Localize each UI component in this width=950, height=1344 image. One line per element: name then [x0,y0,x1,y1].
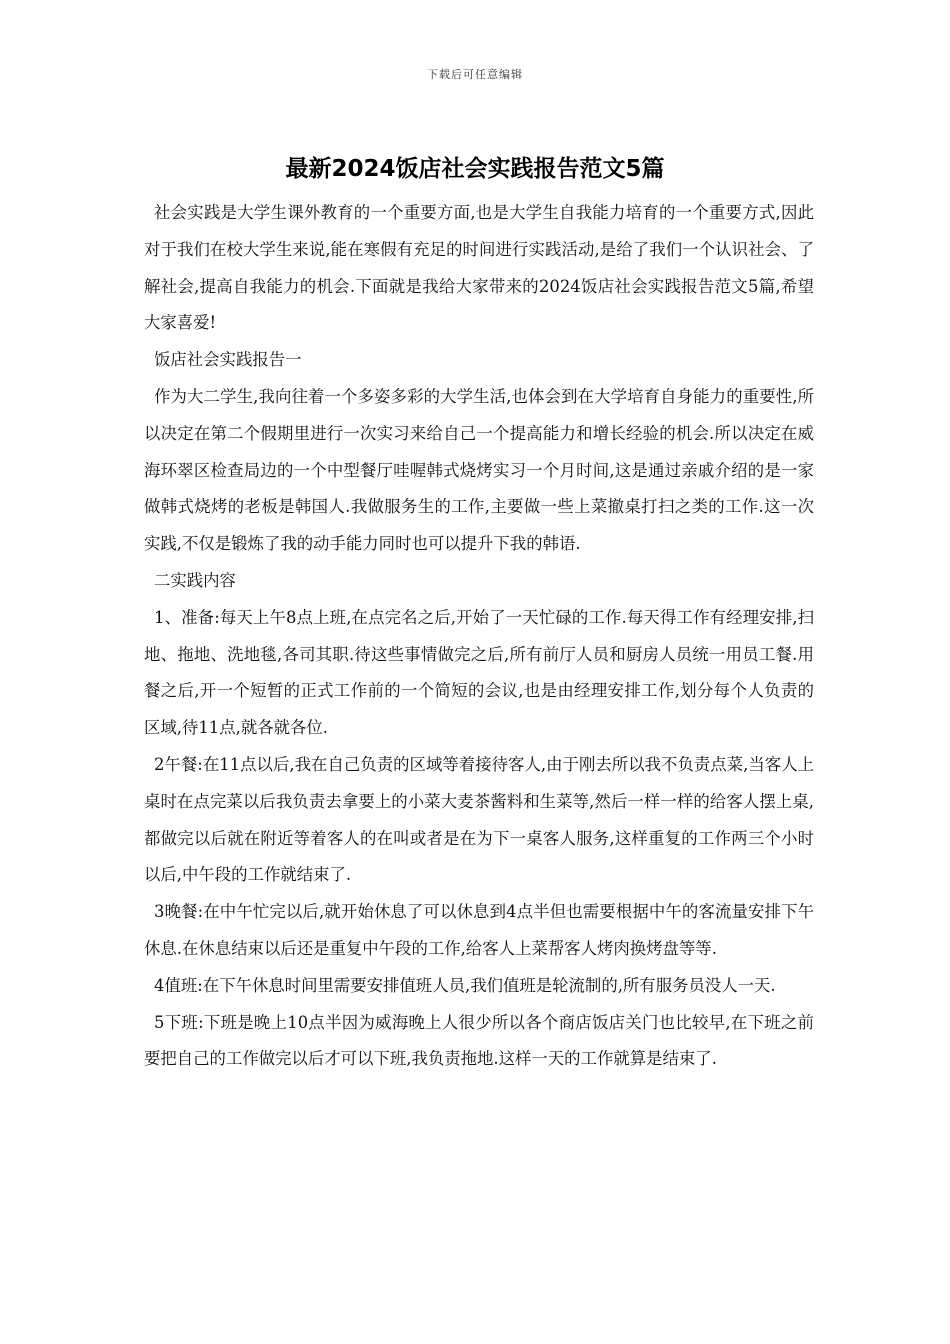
paragraph-off-work: 5下班:下班是晚上10点半因为威海晚上人很少所以各个商店饭店关门也比较早,在下班之前要把自己的工作做完以后才可以下班,我负责拖地.这样一天的工作就算是结束了. [144,1012,814,1069]
header-note: 下载后可任意编辑 [427,68,523,81]
paragraph-background: 作为大二学生,我向往着一个多姿多彩的大学生活,也体会到在大学培育自身能力的重要性,所以决定在第二个假期里进行一次实习来给自己一个提高能力和增长经验的机会.所以决定在威海环翠区检查局边的一个中型餐厅哇喔韩式烧烤实习一个月时间,这是通过亲戚介绍的是一家做韩式烧烤的老板是韩国人.我做服务生的工作,主要做一些上菜撤桌打扫之类的工作.这一次实践,不仅是锻炼了我的动手能力同时也可以提升下我的韩语. [144,386,814,554]
paragraph-lunch: 2午餐:在11点以后,我在自己负责的区域等着接待客人,由于刚去所以我不负责点菜,当客人上桌时在点完菜以后我负责去拿要上的小菜大麦茶酱料和生菜等,然后一样一样的给客人摆上桌,都做完以后就在附近等着客人的在叫或者是在为下一桌客人服务,这样重复的工作两三个小时以后,中午段的工作就结束了. [144,754,814,885]
document-body [144,195,814,1078]
section-heading-report-one: 饭店社会实践报告一 [154,350,302,370]
paragraph-intro: 社会实践是大学生课外教育的一个重要方面,也是大学生自我能力培育的一个重要方式,因此对于我们在校大学生来说,能在寒假有充足的时间进行实践活动,是给了我们一个认识社会、了解社会,提高自我能力的机会.下面就是我给大家带来的2024饭店社会实践报告范文5篇,希望大家喜爱! [144,203,814,333]
paragraph-preparation: 1、准备:每天上午8点上班,在点完名之后,开始了一天忙碌的工作.每天得工作有经理安排,扫地、拖地、洗地毯,各司其职.待这些事情做完之后,所有前厅人员和厨房人员统一用员工餐.用餐之后,开一个短暂的正式工作前的一个简短的会议,也是由经理安排工作,划分每个人负责的区域,待11点,就各就各位. [144,607,814,738]
document-title: 最新2024饭店社会实践报告范文5篇 [285,156,665,182]
paragraph-dinner: 3晚餐:在中午忙完以后,就开始休息了可以休息到4点半但也需要根据中午的客流量安排下午休息.在休息结束以后还是重复中午段的工作,给客人上菜帮客人烤肉换烤盘等等. [144,902,814,958]
paragraph-duty: 4值班:在下午休息时间里需要安排值班人员,我们值班是轮流制的,所有服务员没人一天. [154,975,776,995]
section-heading-practice-content: 二实践内容 [154,570,236,590]
